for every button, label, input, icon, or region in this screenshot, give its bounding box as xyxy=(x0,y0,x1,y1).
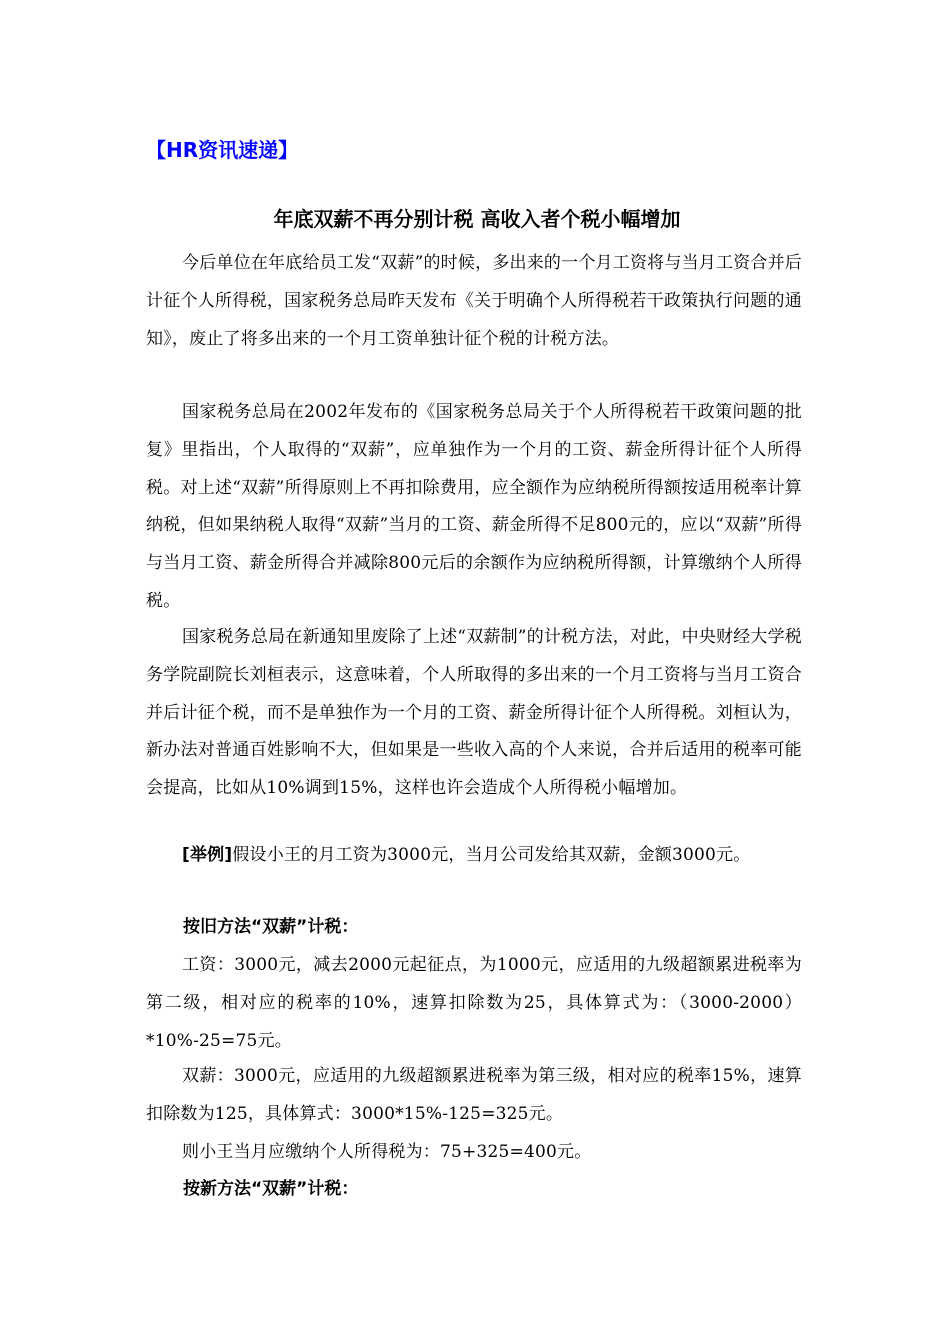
paragraph-2002-policy: 国家税务总局在2002年发布的《国家税务总局关于个人所得税若干政策问题的批复》里指出，个人取得的“双薪”，应单独作为一个月的工资、薪金所得计征个人所得税。对上述“双薪”所得原则上不再扣除费用，应全额作为应纳税所得额按适用税率计算纳税，但如果纳税人取得“双薪”当月的工资、薪金所得不足800元的，应以“双薪”所得与当月工资、薪金所得合并减除800元后的余额作为应纳税所得额，计算缴纳个人所得税。 xyxy=(146,402,802,611)
document-title: 年底双薪不再分别计税 高收入者个税小幅增加 xyxy=(273,207,681,231)
paragraph-new-notice: 国家税务总局在新通知里废除了上述“双薪制”的计税方法，对此，中央财经大学税务学院副院长刘桓表示，这意味着，个人所取得的多出来的一个月工资将与当月工资合并后计征个税，而不是单独作为一个月的工资、薪金所得计征个人所得税。刘桓认为，新办法对普通百姓影响不大，但如果是一些收入高的个人来说，合并后适用的税率可能会提高，比如从10%调到15%，这样也许会造成个人所得税小幅增加。 xyxy=(146,627,802,799)
example-tag: [举例] xyxy=(182,845,233,865)
paragraph-intro: 今后单位在年底给员工发“双薪”的时候，多出来的一个月工资将与当月工资合并后计征个人所得税，国家税务总局昨天发布《关于明确个人所得税若干政策执行问题的通知》，废止了将多出来的一个月工资单独计征个税的计税方法。 xyxy=(146,253,802,349)
example-text: 假设小王的月工资为3000元，当月公司发给其双薪，金额3000元。 xyxy=(232,845,751,865)
old-method-double-salary: 双薪：3000元，应适用的九级超额累进税率为第三级，相对应的税率15%，速算扣除数为125，具体算式：3000*15%-125=325元。 xyxy=(146,1066,802,1124)
new-method-heading: 按新方法“双薪”计税： xyxy=(183,1179,359,1199)
old-method-salary: 工资：3000元，减去2000元起征点，为1000元，应适用的九级超额累进税率为第二级，相对应的税率的10%，速算扣除数为25，具体算式为：（3000-2000）*10%-25=75元。 xyxy=(146,955,802,1051)
paragraph-example xyxy=(146,837,802,875)
old-method-total: 则小王当月应缴纳个人所得税为：75+325=400元。 xyxy=(182,1142,592,1162)
old-method-heading: 按旧方法“双薪”计税： xyxy=(183,917,359,937)
section-tag: 【HR资讯速递】 xyxy=(146,138,299,162)
